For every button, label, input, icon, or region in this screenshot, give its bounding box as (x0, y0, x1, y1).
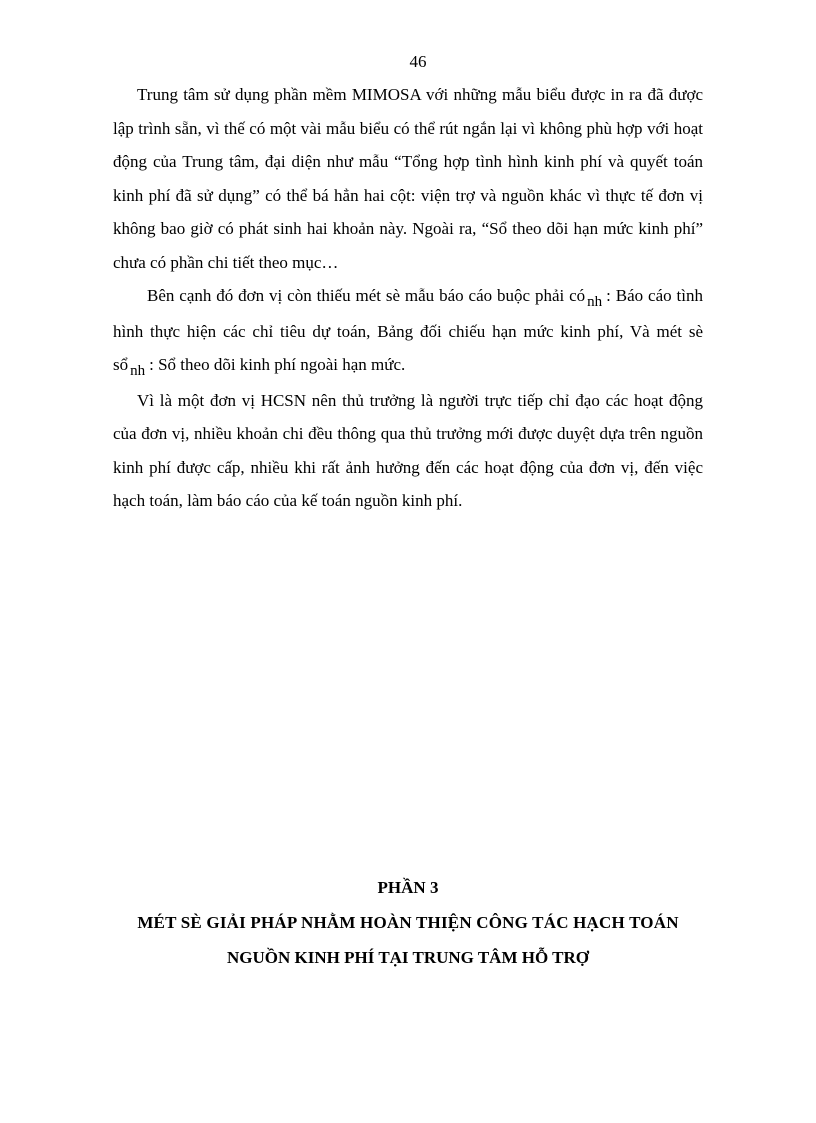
section-part-label: PHẦN 3 (377, 878, 439, 897)
paragraph-2-subscript-2: nh (130, 363, 146, 379)
paragraph-2-part-b: : Báo cáo tình hình thực hiện các chỉ tiêu dự toán, Bảng đối chiếu hạn mức kinh phí, Và mét sè sổ (113, 286, 703, 374)
paragraph-2 (113, 279, 703, 384)
paragraph-3: Vì là một đơn vị HCSN nên thủ trưởng là người trực tiếp chỉ đạo các hoạt động của đơn vị, nhiều khoản chi đều thông qua thủ trưởng mới được duyệt dựa trên nguồn kinh phí được cấp, nhiều khi rất ảnh hưởng đến các hoạt động của đơn vị, đến việc hạch toán, làm báo cáo của kế toán nguồn kinh phí. (113, 390, 703, 510)
paragraph-2-part-c: : Sổ theo dõi kinh phí ngoài hạn mức. (149, 355, 406, 374)
paragraph-2-subscript-1: nh (587, 294, 603, 310)
section-title-line-1: MÉT SÈ GIẢI PHÁP NHẰM HOÀN THIỆN CÔNG TÁC HẠCH TOÁN (137, 913, 679, 932)
paragraph-2-part-a: Bên cạnh đó đơn vị còn thiếu mét sè mẫu báo cáo buộc phải có (147, 286, 586, 305)
section-title-line-2: NGUỒN KINH PHÍ TẠI TRUNG TÂM HỖ TRỢ (227, 948, 589, 967)
paragraph-1: Trung tâm sử dụng phần mềm MIMOSA với những mẫu biểu được in ra đã được lập trình sẵn, vì thế có một vài mẫu biểu có thể rút ngắn lại vì không phù hợp với hoạt động của Trung tâm, đại diện như mẫu “Tổng hợp tình hình kinh phí và quyết toán kinh phí đã sử dụng” có thể bá hẳn hai cột: viện trợ và nguồn khác vì thực tế đơn vị không bao giờ có phát sinh hai khoản này. Ngoài ra, “Sổ theo dõi hạn mức kinh phí” chưa có phần chi tiết theo mục… (113, 85, 703, 272)
page-number: 46 (409, 52, 427, 71)
body-text (113, 78, 703, 518)
section-heading (0, 870, 816, 975)
